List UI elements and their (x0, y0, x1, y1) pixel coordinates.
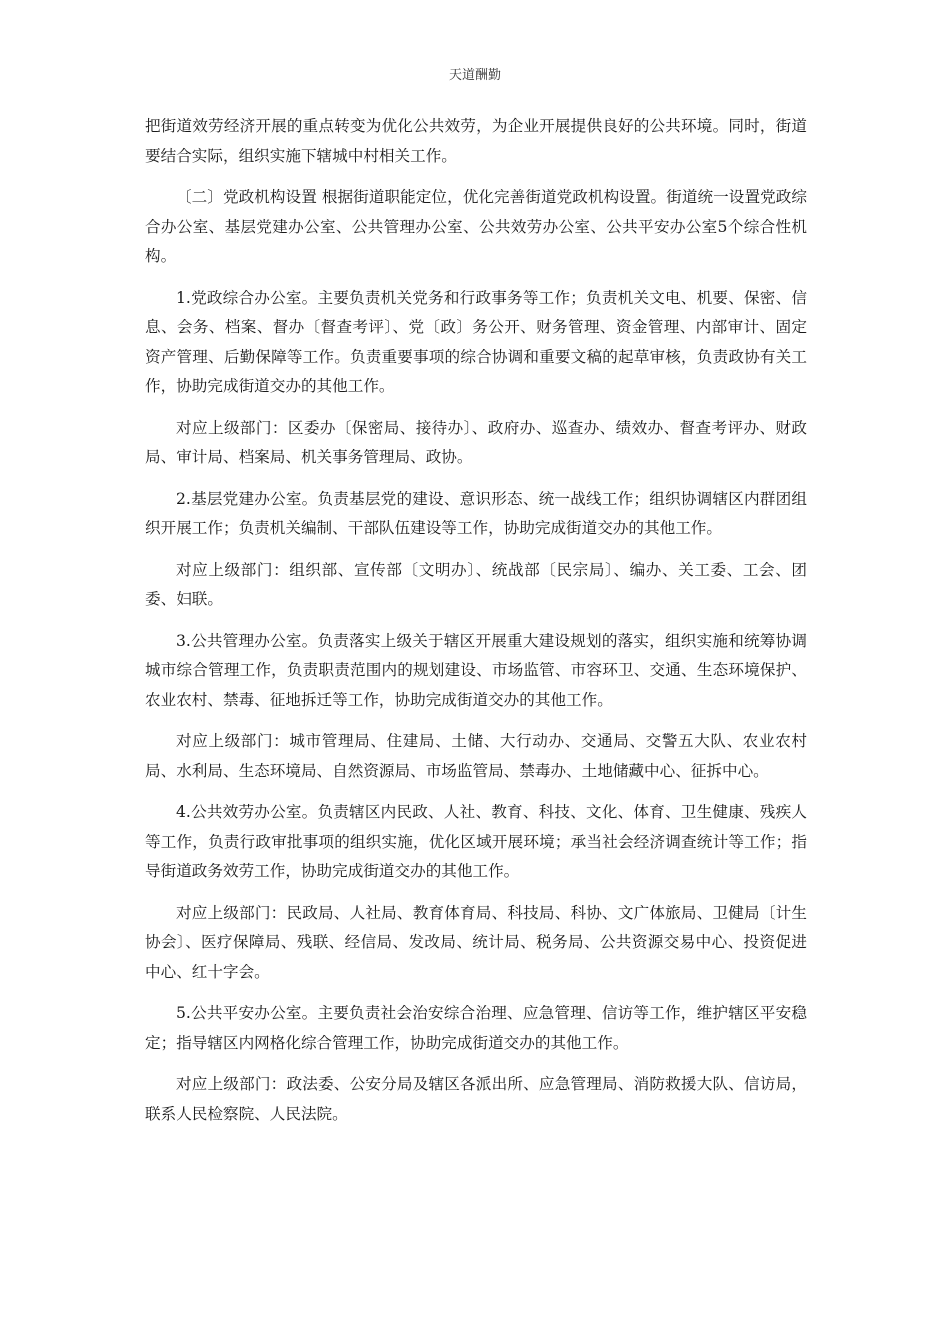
paragraph-5: 2.基层党建办公室。负责基层党的建设、意识形态、统一战线工作；组织协调辖区内群团组织开展工作；负责机关编制、干部队伍建设等工作，协助完成街道交办的其他工作。 (145, 489, 807, 537)
document-body (145, 112, 807, 1141)
paragraph-8: 对应上级部门：城市管理局、住建局、土储、大行动办、交通局、交警五大队、农业农村局、水利局、生态环境局、自然资源局、市场监管局、禁毒办、土地储藏中心、征拆中心。 (145, 732, 807, 780)
paragraph-11: 5.公共平安办公室。主要负责社会治安综合治理、应急管理、信访等工作，维护辖区平安稳定；指导辖区内网格化综合管理工作，协助完成街道交办的其他工作。 (145, 1004, 807, 1052)
paragraph-10: 对应上级部门：民政局、人社局、教育体育局、科技局、科协、文广体旅局、卫健局〔计生协会〕、医疗保障局、残联、经信局、发改局、统计局、税务局、公共资源交易中心、投资促进中心、红十字会。 (145, 903, 807, 981)
paragraph-3: 1.党政综合办公室。主要负责机关党务和行政事务等工作；负责机关文电、机要、保密、信息、会务、档案、督办〔督查考评〕、党〔政〕务公开、财务管理、资金管理、内部审计、固定资产管理、后勤保障等工作。负责重要事项的综合协调和重要文稿的起草审核，负责政协有关工作，协助完成街道交办的其他工作。 (145, 288, 807, 395)
page-header: 天道酬勤 (448, 68, 501, 83)
paragraph-2: 〔二〕党政机构设置 根据街道职能定位，优化完善街道党政机构设置。街道统一设置党政综合办公室、基层党建办公室、公共管理办公室、公共效劳办公室、公共平安办公室5个综合性机构。 (145, 188, 807, 265)
paragraph-7: 3.公共管理办公室。负责落实上级关于辖区开展重大建设规划的落实，组织实施和统筹协调城市综合管理工作，负责职责范围内的规划建设、市场监管、市容环卫、交通、生态环境保护、农业农村、禁毒、征地拆迁等工作，协助完成街道交办的其他工作。 (145, 631, 807, 709)
paragraph-9: 4.公共效劳办公室。负责辖区内民政、人社、教育、科技、文化、体育、卫生健康、残疾人等工作，负责行政审批事项的组织实施，优化区域开展环境；承当社会经济调查统计等工作；指导街道政务效劳工作，协助完成街道交办的其他工作。 (145, 803, 807, 880)
paragraph-1: 把街道效劳经济开展的重点转变为优化公共效劳，为企业开展提供良好的公共环境。同时，街道要结合实际，组织实施下辖城中村相关工作。 (145, 117, 807, 165)
paragraph-4: 对应上级部门：区委办〔保密局、接待办〕、政府办、巡查办、绩效办、督查考评办、财政局、审计局、档案局、机关事务管理局、政协。 (145, 418, 807, 466)
paragraph-6: 对应上级部门：组织部、宣传部〔文明办〕、统战部〔民宗局〕、编办、关工委、工会、团委、妇联。 (145, 560, 807, 608)
paragraph-12: 对应上级部门：政法委、公安分局及辖区各派出所、应急管理局、消防救援大队、信访局，联系人民检察院、人民法院。 (145, 1075, 807, 1123)
